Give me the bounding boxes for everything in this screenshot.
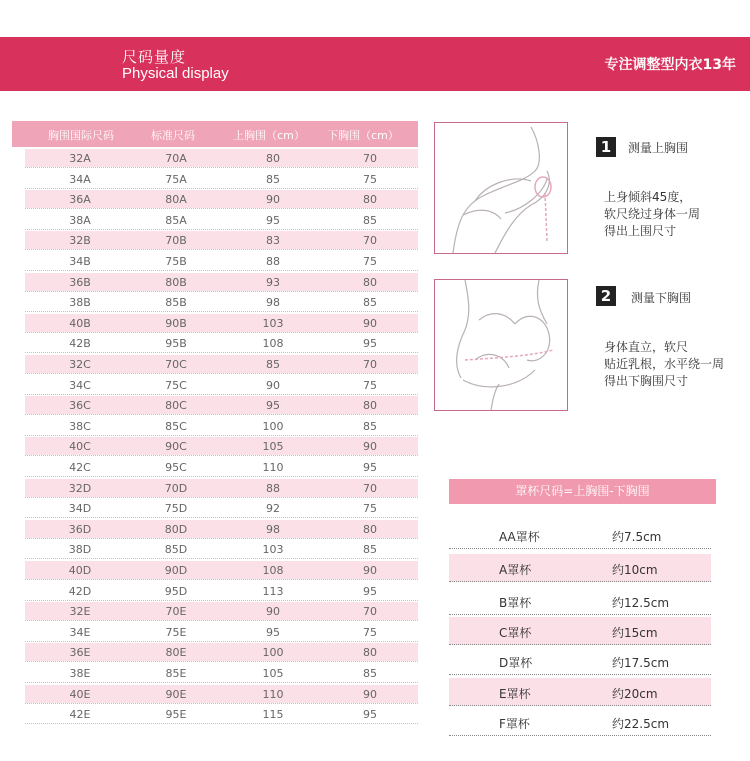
standard-size-cell: 95D bbox=[164, 584, 188, 598]
intl-size-cell: 40C bbox=[69, 440, 91, 454]
step-2-number: 2 bbox=[596, 286, 616, 306]
header-intl-size: 胸围国际尺码 bbox=[48, 129, 114, 142]
upper-bust-cell: 88 bbox=[266, 255, 280, 268]
under-bust-cell: 75 bbox=[363, 172, 377, 186]
standard-size-cell: 80B bbox=[165, 275, 187, 289]
table-row bbox=[25, 499, 418, 517]
cup-size-name: E罩杯 bbox=[499, 687, 531, 701]
intl-size-cell: 42C bbox=[69, 461, 91, 474]
table-row bbox=[25, 211, 418, 229]
upper-bust-cell: 110 bbox=[262, 687, 284, 701]
under-bust-cell: 70 bbox=[363, 234, 377, 248]
under-bust-cell: 90 bbox=[363, 564, 377, 577]
under-bust-cell: 70 bbox=[363, 481, 377, 495]
step-1-title: 测量上胸围 bbox=[628, 141, 689, 155]
upper-bust-cell: 92 bbox=[266, 502, 280, 516]
table-row bbox=[25, 458, 418, 476]
banner-title-cn: 尺码量度 bbox=[122, 48, 187, 66]
intl-size-cell: 36D bbox=[68, 522, 92, 536]
intl-size-cell: 32C bbox=[69, 358, 91, 371]
list-item bbox=[449, 678, 711, 706]
upper-bust-cell: 80 bbox=[266, 152, 280, 165]
intl-size-cell: 40E bbox=[69, 687, 91, 701]
intl-size-cell: 32A bbox=[69, 152, 91, 165]
intl-size-cell: 42D bbox=[68, 584, 92, 598]
standard-size-cell: 95B bbox=[165, 337, 187, 351]
standard-size-cell: 80E bbox=[165, 646, 187, 660]
intl-size-cell: 36C bbox=[69, 399, 91, 413]
table-row bbox=[25, 561, 418, 579]
standard-size-cell: 70E bbox=[165, 605, 187, 619]
upper-bust-cell: 85 bbox=[266, 172, 280, 186]
header-under-bust: 下胸围（cm） bbox=[327, 129, 399, 142]
standard-size-cell: 85E bbox=[165, 667, 187, 680]
upper-bust-cell: 108 bbox=[262, 564, 284, 577]
under-bust-cell: 70 bbox=[363, 152, 377, 165]
upper-bust-cell: 108 bbox=[262, 337, 284, 351]
intl-size-cell: 34E bbox=[69, 625, 91, 639]
table-row bbox=[25, 293, 418, 311]
standard-size-cell: 95E bbox=[165, 708, 187, 722]
upper-bust-illustration bbox=[434, 122, 568, 254]
intl-size-cell: 34C bbox=[69, 378, 91, 392]
under-bust-cell: 75 bbox=[363, 378, 377, 392]
upper-bust-cell: 98 bbox=[266, 296, 280, 310]
step-1-desc-line: 软尺绕过身体一周 bbox=[604, 207, 701, 221]
table-row bbox=[25, 437, 418, 455]
under-bust-cell: 70 bbox=[363, 605, 377, 619]
step-2-desc-line: 身体直立，软尺 bbox=[604, 340, 689, 354]
table-row bbox=[25, 685, 418, 703]
under-bust-cell: 95 bbox=[363, 708, 377, 722]
standard-size-cell: 80C bbox=[165, 399, 187, 413]
standard-size-cell: 90C bbox=[165, 440, 187, 454]
table-row bbox=[25, 417, 418, 435]
list-item bbox=[449, 647, 711, 675]
standard-size-cell: 75B bbox=[165, 255, 187, 268]
upper-bust-cell: 95 bbox=[266, 399, 280, 413]
intl-size-cell: 36B bbox=[69, 275, 91, 289]
table-row bbox=[25, 273, 418, 291]
under-bust-cell: 70 bbox=[363, 358, 377, 371]
list-item bbox=[449, 587, 711, 615]
intl-size-cell: 38C bbox=[69, 419, 91, 433]
list-item bbox=[449, 521, 711, 549]
upper-bust-cell: 90 bbox=[266, 605, 280, 619]
step-2-title: 测量下胸围 bbox=[631, 291, 692, 305]
standard-size-cell: 80A bbox=[165, 193, 187, 207]
intl-size-cell: 34D bbox=[68, 502, 92, 516]
table-row bbox=[25, 376, 418, 394]
upper-bust-cell: 90 bbox=[266, 378, 280, 392]
table-row bbox=[25, 396, 418, 414]
upper-bust-cell: 103 bbox=[262, 543, 284, 557]
table-row bbox=[25, 520, 418, 538]
under-bust-cell: 85 bbox=[363, 296, 377, 310]
intl-size-cell: 40B bbox=[69, 316, 91, 330]
standard-size-cell: 70A bbox=[165, 152, 187, 165]
cup-size-name: A罩杯 bbox=[499, 563, 532, 577]
table-row bbox=[25, 705, 418, 723]
table-row bbox=[25, 602, 418, 620]
standard-size-cell: 90E bbox=[165, 687, 187, 701]
under-bust-cell: 85 bbox=[363, 667, 377, 680]
cup-size-name: B罩杯 bbox=[499, 596, 532, 610]
upper-bust-cell: 88 bbox=[266, 481, 280, 495]
intl-size-cell: 38E bbox=[69, 667, 91, 680]
under-bust-cell: 80 bbox=[363, 522, 377, 536]
standard-size-cell: 70D bbox=[164, 481, 188, 495]
cup-size-difference: 约7.5cm bbox=[612, 530, 662, 544]
list-item bbox=[449, 617, 711, 645]
upper-bust-cell: 100 bbox=[262, 419, 284, 433]
intl-size-cell: 38D bbox=[68, 543, 92, 557]
intl-size-cell: 32E bbox=[69, 605, 91, 619]
under-bust-cell: 75 bbox=[363, 502, 377, 516]
intl-size-cell: 40D bbox=[68, 564, 92, 577]
intl-size-cell: 34A bbox=[69, 172, 91, 186]
table-row bbox=[25, 540, 418, 558]
intl-size-cell: 36E bbox=[69, 646, 91, 660]
standard-size-cell: 70B bbox=[165, 234, 187, 248]
under-bust-cell: 95 bbox=[363, 461, 377, 474]
standard-size-cell: 90D bbox=[164, 564, 188, 577]
size-table-header bbox=[12, 121, 418, 147]
under-bust-cell: 90 bbox=[363, 440, 377, 454]
under-bust-cell: 75 bbox=[363, 255, 377, 268]
cup-size-difference: 约10cm bbox=[612, 563, 658, 577]
upper-bust-cell: 110 bbox=[262, 461, 284, 474]
under-bust-cell: 85 bbox=[363, 419, 377, 433]
cup-size-difference: 约12.5cm bbox=[612, 596, 670, 610]
intl-size-cell: 38B bbox=[69, 296, 91, 310]
upper-bust-cell: 100 bbox=[262, 646, 284, 660]
step-1-description bbox=[604, 189, 700, 240]
under-bust-cell: 95 bbox=[363, 337, 377, 351]
standard-size-cell: 95C bbox=[165, 461, 187, 474]
cup-size-name: AA罩杯 bbox=[499, 530, 540, 544]
upper-bust-cell: 95 bbox=[266, 625, 280, 639]
table-row bbox=[25, 170, 418, 188]
standard-size-cell: 85A bbox=[165, 213, 187, 227]
list-item bbox=[449, 708, 711, 736]
standard-size-cell: 75C bbox=[165, 378, 187, 392]
intl-size-cell: 38A bbox=[69, 213, 91, 227]
list-item bbox=[449, 554, 711, 582]
table-row bbox=[25, 190, 418, 208]
upper-bust-cell: 115 bbox=[262, 708, 284, 722]
upper-bust-cell: 83 bbox=[266, 234, 280, 248]
upper-bust-cell: 98 bbox=[266, 522, 280, 536]
table-row bbox=[25, 479, 418, 497]
upper-bust-cell: 103 bbox=[262, 316, 284, 330]
upper-bust-cell: 105 bbox=[262, 440, 284, 454]
step-2-description bbox=[604, 339, 724, 390]
table-row bbox=[25, 314, 418, 332]
under-bust-cell: 80 bbox=[363, 275, 377, 289]
table-row bbox=[25, 623, 418, 641]
standard-size-cell: 75D bbox=[164, 502, 188, 516]
under-bust-cell: 85 bbox=[363, 543, 377, 557]
cup-size-name: F罩杯 bbox=[499, 717, 530, 731]
banner-slogan: 专注调整型内衣13年 bbox=[604, 57, 736, 73]
table-row bbox=[25, 149, 418, 167]
under-bust-illustration bbox=[434, 279, 568, 411]
cup-table-header: 罩杯尺码=上胸围-下胸围 bbox=[449, 479, 716, 504]
table-row bbox=[25, 334, 418, 352]
standard-size-cell: 85D bbox=[164, 543, 188, 557]
under-bust-cell: 80 bbox=[363, 646, 377, 660]
upper-bust-cell: 95 bbox=[266, 213, 280, 227]
intl-size-cell: 32D bbox=[68, 481, 92, 495]
intl-size-cell: 42B bbox=[69, 337, 91, 351]
header-upper-bust: 上胸围（cm） bbox=[233, 129, 305, 142]
step-1-number: 1 bbox=[596, 137, 616, 157]
intl-size-cell: 32B bbox=[69, 234, 91, 248]
standard-size-cell: 80D bbox=[164, 522, 188, 536]
cup-size-difference: 约17.5cm bbox=[612, 656, 670, 670]
under-bust-cell: 85 bbox=[363, 213, 377, 227]
under-bust-cell: 90 bbox=[363, 687, 377, 701]
standard-size-cell: 75E bbox=[165, 625, 187, 639]
table-row bbox=[25, 231, 418, 249]
cup-size-name: C罩杯 bbox=[499, 626, 532, 640]
intl-size-cell: 34B bbox=[69, 255, 91, 268]
under-bust-cell: 80 bbox=[363, 193, 377, 207]
banner-title-en: Physical display bbox=[122, 65, 229, 82]
under-bust-measure-icon bbox=[435, 280, 567, 410]
cup-size-difference: 约20cm bbox=[612, 687, 658, 701]
upper-bust-cell: 113 bbox=[262, 584, 284, 598]
under-bust-cell: 75 bbox=[363, 625, 377, 639]
under-bust-cell: 95 bbox=[363, 584, 377, 598]
standard-size-cell: 70C bbox=[165, 358, 187, 371]
step-2-desc-line: 贴近乳根，水平绕一周 bbox=[604, 357, 725, 371]
cup-size-difference: 约15cm bbox=[612, 626, 658, 640]
under-bust-cell: 90 bbox=[363, 316, 377, 330]
intl-size-cell: 42E bbox=[69, 708, 91, 722]
standard-size-cell: 85C bbox=[165, 419, 187, 433]
header-standard-size: 标准尺码 bbox=[151, 129, 195, 142]
upper-bust-cell: 105 bbox=[262, 667, 284, 680]
table-row bbox=[25, 355, 418, 373]
standard-size-cell: 75A bbox=[165, 172, 187, 186]
table-row bbox=[25, 664, 418, 682]
standard-size-cell: 85B bbox=[165, 296, 187, 310]
upper-bust-cell: 90 bbox=[266, 193, 280, 207]
upper-bust-measure-icon bbox=[435, 123, 567, 253]
step-2-desc-line: 得出下胸围尺寸 bbox=[604, 374, 689, 388]
cup-size-difference: 约22.5cm bbox=[612, 717, 670, 731]
table-row bbox=[25, 582, 418, 600]
upper-bust-cell: 93 bbox=[266, 275, 280, 289]
standard-size-cell: 90B bbox=[165, 316, 187, 330]
step-1-desc-line: 得出上围尺寸 bbox=[604, 224, 677, 238]
intl-size-cell: 36A bbox=[69, 193, 91, 207]
step-1-desc-line: 上身倾斜45度， bbox=[604, 190, 692, 204]
header-banner bbox=[0, 37, 750, 91]
cup-size-name: D罩杯 bbox=[499, 656, 533, 670]
upper-bust-cell: 85 bbox=[266, 358, 280, 371]
under-bust-cell: 80 bbox=[363, 399, 377, 413]
table-row bbox=[25, 643, 418, 661]
table-row bbox=[25, 252, 418, 270]
